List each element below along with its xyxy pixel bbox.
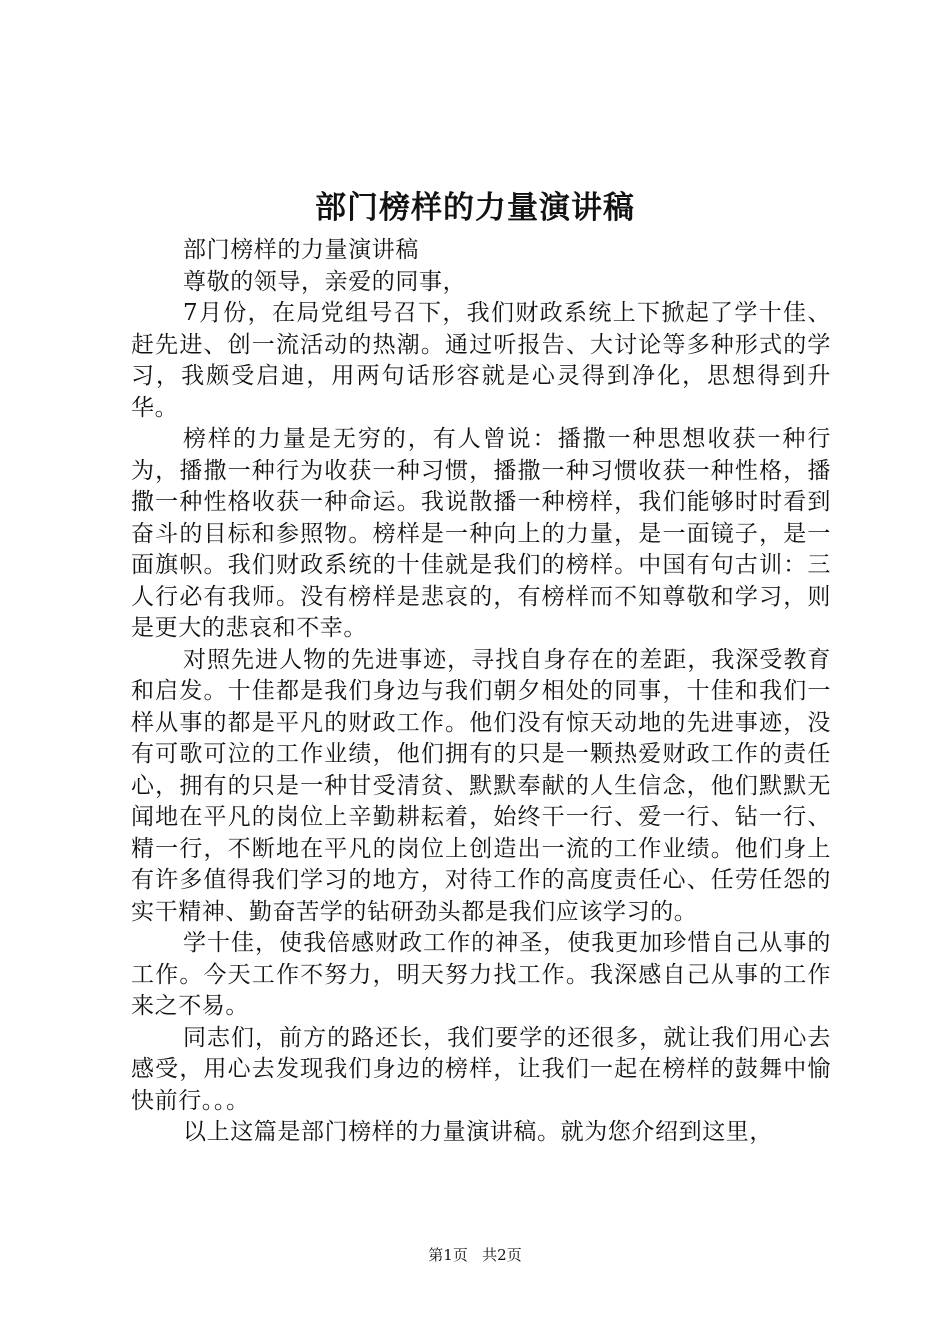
page-number: 第1页 xyxy=(428,1246,468,1264)
paragraph: 学十佳，使我倍感财政工作的神圣，使我更加珍惜自己从事的工作。今天工作不努力，明天努力找工作。我深感自己从事的工作来之不易。 xyxy=(131,930,831,1019)
paragraph: 对照先进人物的先进事迹，寻找自身存在的差距，我深受教育和启发。十佳都是我们身边与我们朝夕相处的同事，十佳和我们一样从事的都是平凡的财政工作。他们没有惊天动地的先进事迹，没有可歌可泣的工作业绩，他们拥有的只是一颗热爱财政工作的责任心，拥有的只是一种甘受清贫、默默奉献的人生信念，他们默默无闻地在平凡的岗位上辛勤耕耘着，始终干一行、爱一行、钻一行、精一行，不断地在平凡的岗位上创造出一流的工作业绩。他们身上有许多值得我们学习的地方，对待工作的高度责任心、任劳任怨的实干精神、勤奋苦学的钻研劲头都是我们应该学习的。 xyxy=(131,646,831,925)
paragraph: 榜样的力量是无穷的，有人曾说：播撒一种思想收获一种行为，播撒一种行为收获一种习惯，播撒一种习惯收获一种性格，播撒一种性格收获一种命运。我说散播一种榜样，我们能够时时看到奋斗的目标和参照物。榜样是一种向上的力量，是一面镜子，是一面旗帜。我们财政系统的十佳就是我们的榜样。中国有句古训：三人行必有我师。没有榜样是悲哀的，有榜样而不知尊敬和学习，则是更大的悲哀和不幸。 xyxy=(131,426,831,641)
page-title: 部门榜样的力量演讲稿 xyxy=(315,190,635,226)
paragraph-heading: 部门榜样的力量演讲稿 xyxy=(183,237,419,263)
footer-spacer xyxy=(473,1246,478,1264)
document-body xyxy=(131,235,831,1149)
paragraph: 7月份，在局党组号召下，我们财政系统上下掀起了学十佳、赶先进、创一流活动的热潮。通过听报告、大讨论等多种形式的学习，我颇受启迪，用两句话形容就是心灵得到净化，思想得到升华。 xyxy=(131,300,831,421)
paragraph: 以上这篇是部门榜样的力量演讲稿。就为您介绍到这里， xyxy=(183,1119,773,1145)
paragraph: 同志们，前方的路还长，我们要学的还很多，就让我们用心去感受，用心去发现我们身边的榜样，让我们一起在榜样的鼓舞中愉快前行。。。 xyxy=(131,1024,831,1114)
paragraph-salutation: 尊敬的领导，亲爱的同事， xyxy=(183,268,467,295)
page-total: 共2页 xyxy=(482,1246,522,1264)
page-footer xyxy=(0,1244,950,1266)
